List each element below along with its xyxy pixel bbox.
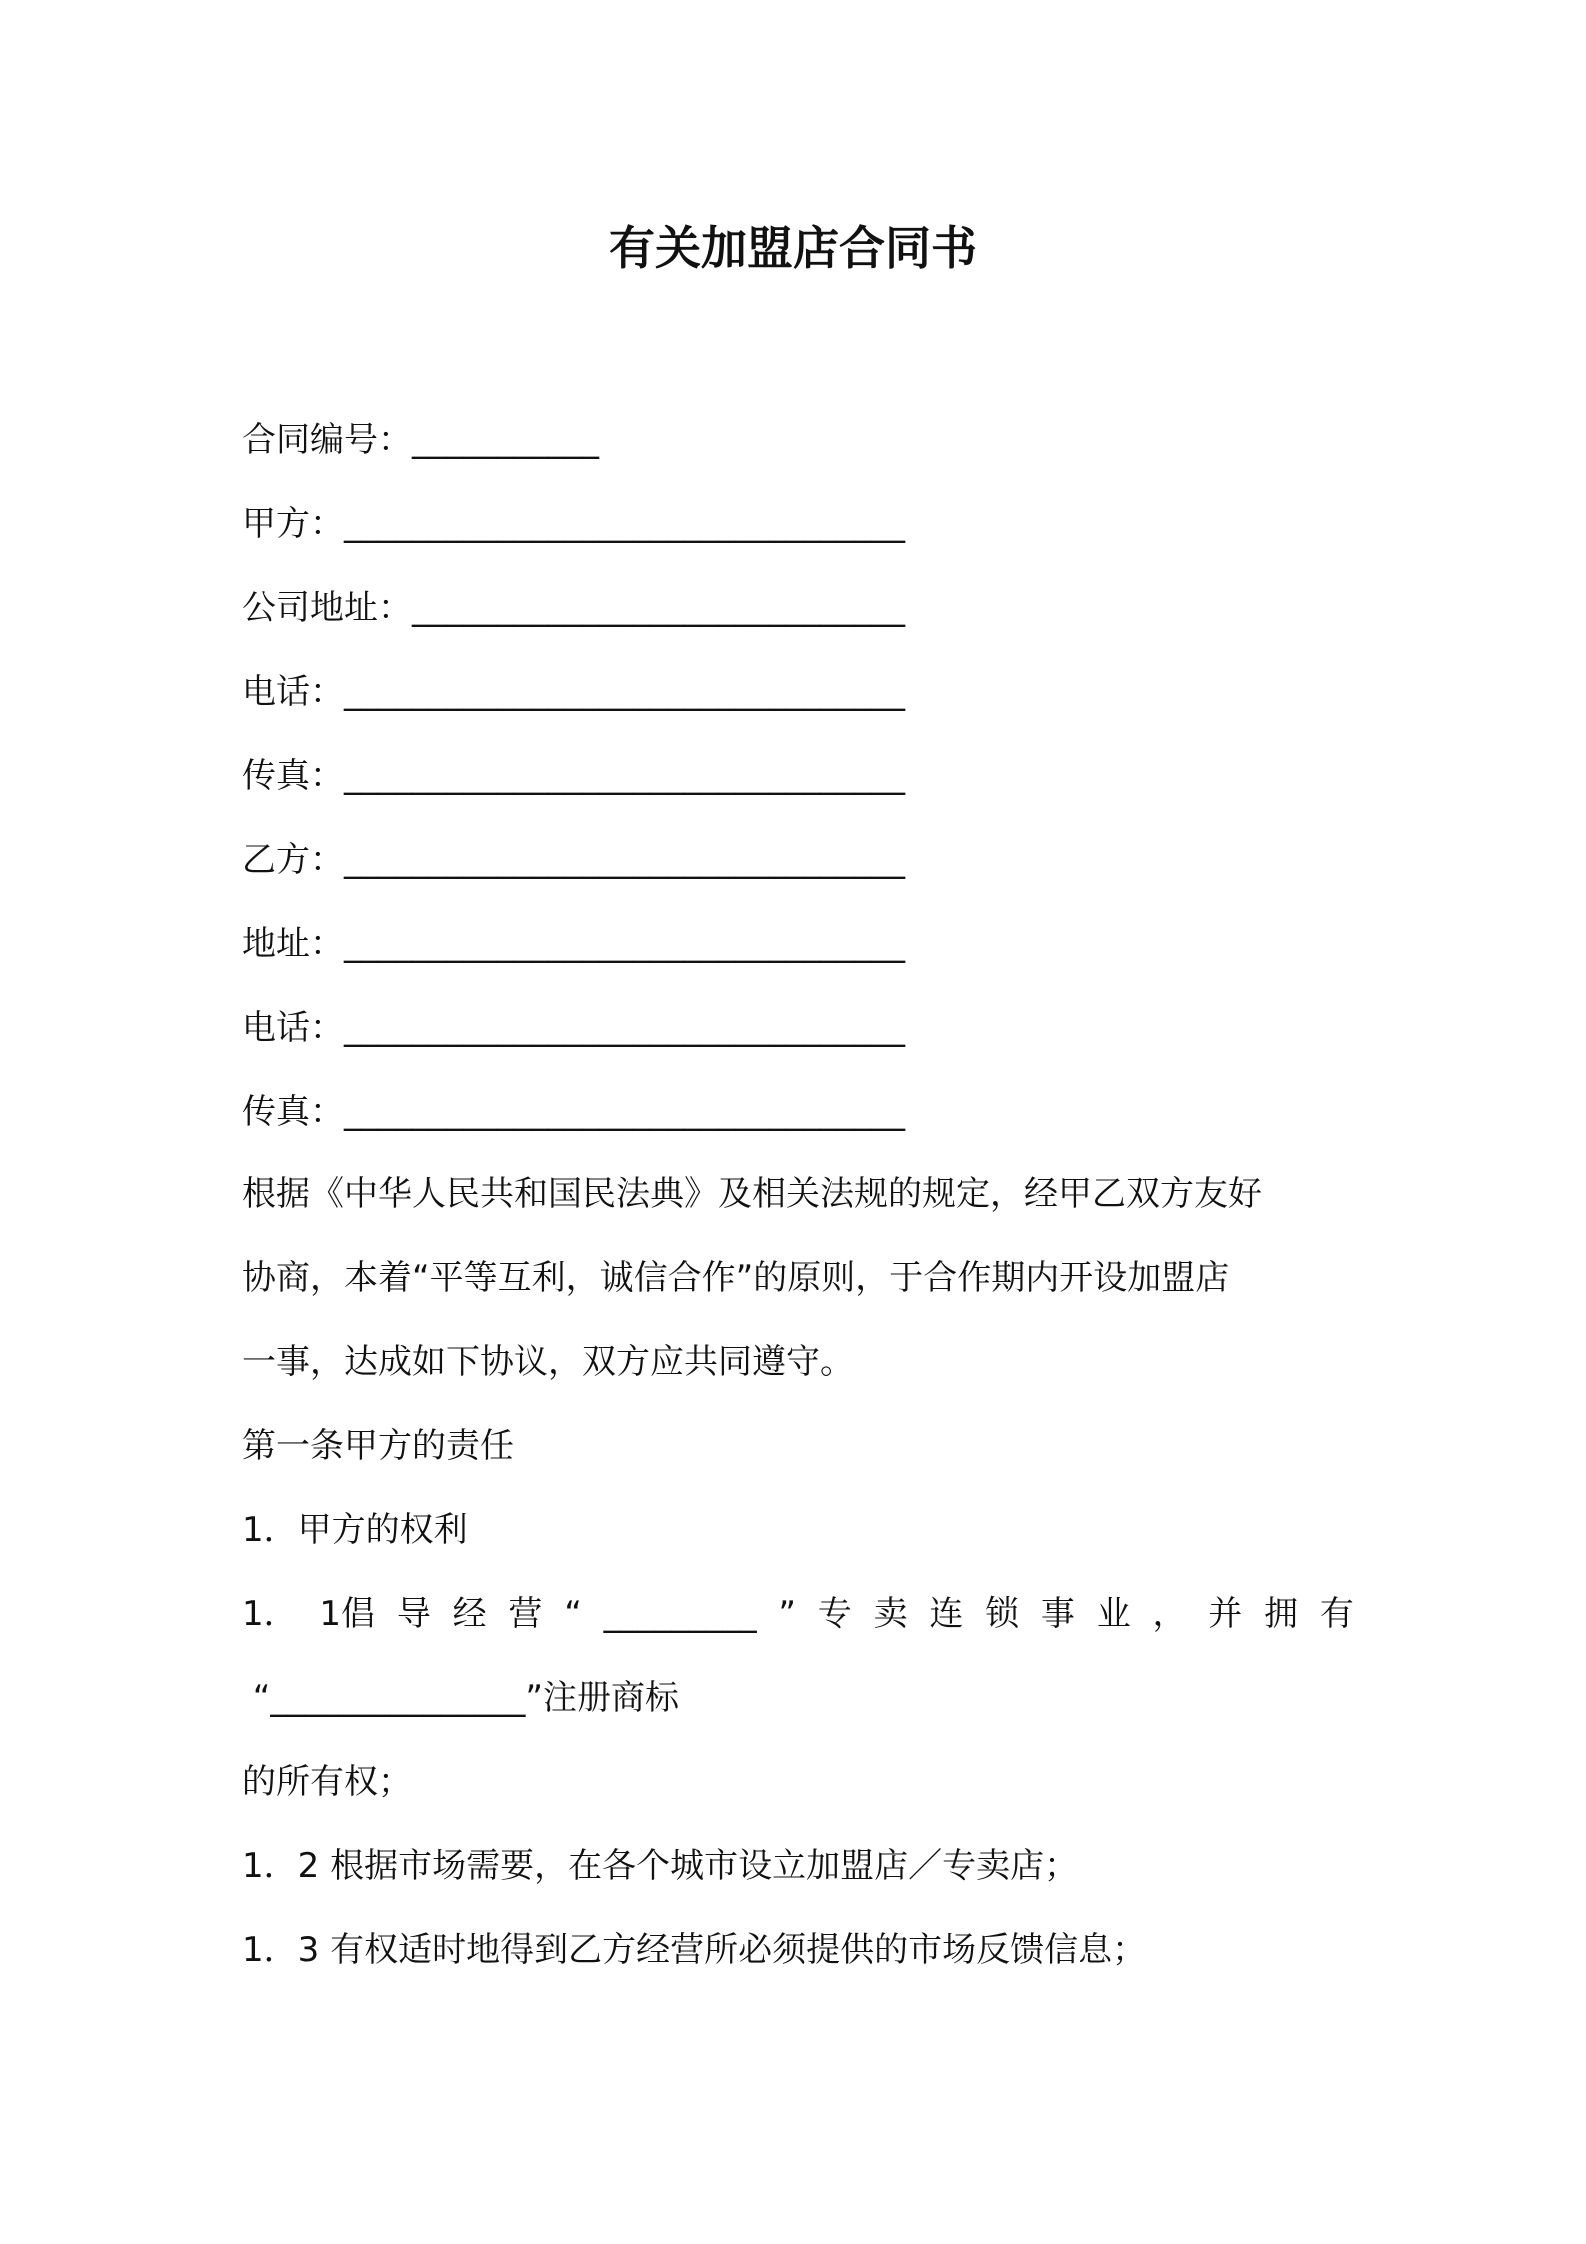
subsection-heading: 1．甲方的权利: [242, 1510, 468, 1550]
char: 导: [396, 1594, 431, 1634]
char: 1．: [242, 1594, 298, 1634]
item-1-1-continuation: “_______________”注册商标: [242, 1678, 680, 1718]
intro-line: 根据《中华人民共和国民法典》及相关法规的规定，经甲乙双方友好: [242, 1174, 1262, 1214]
item-1-2: 1．2 根据市场需要，在各个城市设立加盟店／专卖店；: [242, 1846, 1079, 1886]
party-b-phone-field: 电话：_________________________________: [242, 1008, 905, 1048]
blank: _________: [603, 1594, 757, 1634]
char: ”: [778, 1594, 796, 1634]
char: 营: [508, 1594, 543, 1634]
char: 1倡: [319, 1594, 376, 1634]
char: 业: [1096, 1594, 1131, 1634]
char: 拥: [1264, 1594, 1299, 1634]
char: 专: [817, 1594, 852, 1634]
party-a-field: 甲方：_________________________________: [242, 504, 905, 544]
item-1-3: 1．3 有权适时地得到乙方经营所必须提供的市场反馈信息；: [242, 1930, 1147, 1970]
party-b-fax-field: 传真：_________________________________: [242, 1092, 905, 1132]
char: 并: [1208, 1594, 1243, 1634]
party-b-address-field: 地址：_________________________________: [242, 924, 905, 964]
char: 卖: [873, 1594, 908, 1634]
intro-line: 一事，达成如下协议，双方应共同遵守。: [242, 1342, 854, 1382]
article-heading: 第一条甲方的责任: [242, 1426, 514, 1466]
item-1-1-end: 的所有权；: [242, 1762, 412, 1802]
char: ，: [1152, 1594, 1187, 1634]
intro-line: 协商，本着“平等互利，诚信合作”的原则，于合作期内开设加盟店: [242, 1258, 1230, 1298]
item-1-1-line: [242, 1588, 1354, 1640]
char: 连: [929, 1594, 964, 1634]
char: “: [564, 1594, 582, 1634]
char: 事: [1040, 1594, 1075, 1634]
char: 锁: [985, 1594, 1020, 1634]
contract-number-field: 合同编号：___________: [242, 420, 599, 460]
char: 有: [1319, 1594, 1354, 1634]
document-title: 有关加盟店合同书: [609, 221, 977, 275]
company-address-field: 公司地址：_____________________________: [242, 588, 905, 628]
char: 经: [452, 1594, 487, 1634]
party-b-field: 乙方：_________________________________: [242, 840, 905, 880]
party-a-phone-field: 电话：_________________________________: [242, 672, 905, 712]
party-a-fax-field: 传真：_________________________________: [242, 756, 905, 796]
